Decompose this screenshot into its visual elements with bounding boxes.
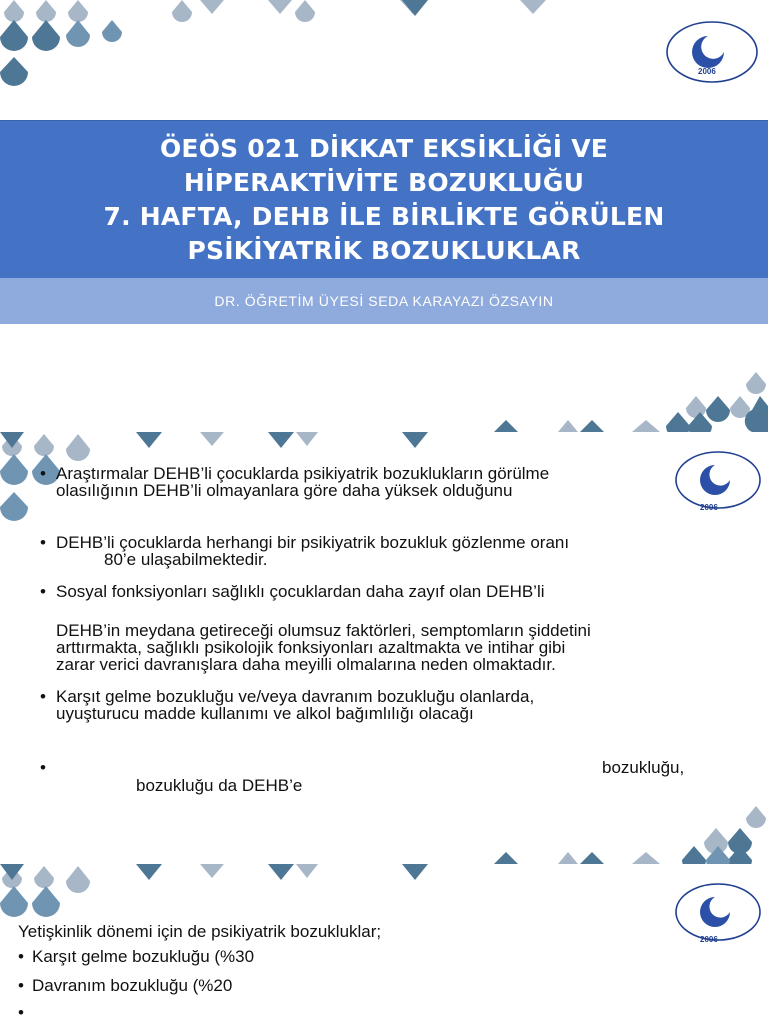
bullet-marker: • — [40, 533, 46, 552]
bullet-text: Araştırmalar DEHB’li çocuklarda psikiyatrik bozuklukların görülme — [56, 464, 550, 483]
teardrop-decoration-bottom-right — [0, 432, 768, 864]
bullet-marker: • — [40, 582, 46, 601]
slide-2-content — [0, 432, 768, 864]
logo-year: 2006 — [698, 67, 716, 76]
bullet-marker: • — [40, 687, 46, 706]
bullet-marker: • — [18, 947, 24, 966]
slide-1-title — [0, 0, 768, 432]
bullet-text-fragment: bozukluğu da DEHB’e — [136, 776, 303, 795]
bullet-text: Karşıt gelme bozukluğu ve/veya davranım bozukluğu olanlarda, — [56, 687, 535, 706]
bullet-marker: • — [18, 976, 24, 995]
logo-year: 2006 — [700, 935, 718, 944]
teardrop-decoration-bottom-right — [0, 0, 768, 432]
adiyaman-university-logo — [672, 878, 764, 942]
bullet-text: DEHB’li çocuklarda herhangi bir psikiyatrik bozukluk gözlenme oranı — [56, 533, 570, 552]
bullet-text: Karşıt gelme bozukluğu (%30 — [32, 947, 255, 966]
bullet-text: olasılığının DEHB’li olmayanlara göre daha yüksek olduğunu — [56, 481, 513, 500]
bullet-text: Sosyal fonksiyonları sağlıklı çocuklardan daha zayıf olan DEHB’li — [56, 582, 545, 601]
bullet-marker: • — [18, 1003, 24, 1022]
title-line-4: PSİKİYATRİK BOZUKLUKLAR — [187, 235, 581, 265]
bullet-text: uyuşturucu madde kullanımı ve alkol bağımlılığı olacağı — [56, 704, 474, 723]
paragraph-line: arttırmakta, sağlıklı psikolojik fonksiyonları azaltmakta ve intihar gibi — [56, 638, 566, 657]
bullet-text: 80’e ulaşabilmektedir. — [104, 550, 268, 569]
logo-year: 2006 — [700, 503, 718, 512]
slide-3-content — [0, 864, 768, 1024]
bullet-text: Davranım bozukluğu (%20 — [32, 976, 233, 995]
paragraph-line: zarar verici davranışlara daha meyilli olmalarına neden olmaktadır. — [56, 655, 556, 674]
title-line-1: ÖEÖS 021 DİKKAT EKSİKLİĞİ VE — [159, 133, 609, 163]
intro-text: Yetişkinlik dönemi için de psikiyatrik bozukluklar; — [18, 922, 382, 941]
teardrop-decoration-top-left — [0, 864, 768, 1024]
bullet-marker: • — [40, 464, 46, 483]
bullet-text-fragment: bozukluğu, — [602, 758, 685, 777]
bullet-marker: • — [40, 758, 46, 777]
author-name: DR. ÖĞRETİM ÜYESİ SEDA KARAYAZI ÖZSAYIN — [214, 293, 554, 309]
title-line-2: HİPERAKTİVİTE BOZUKLUĞU — [183, 167, 585, 197]
paragraph-line: DEHB’in meydana getireceği olumsuz faktörleri, semptomların şiddetini — [56, 621, 591, 640]
title-line-3: 7. HAFTA, DEHB İLE BİRLİKTE GÖRÜLEN — [103, 201, 665, 231]
